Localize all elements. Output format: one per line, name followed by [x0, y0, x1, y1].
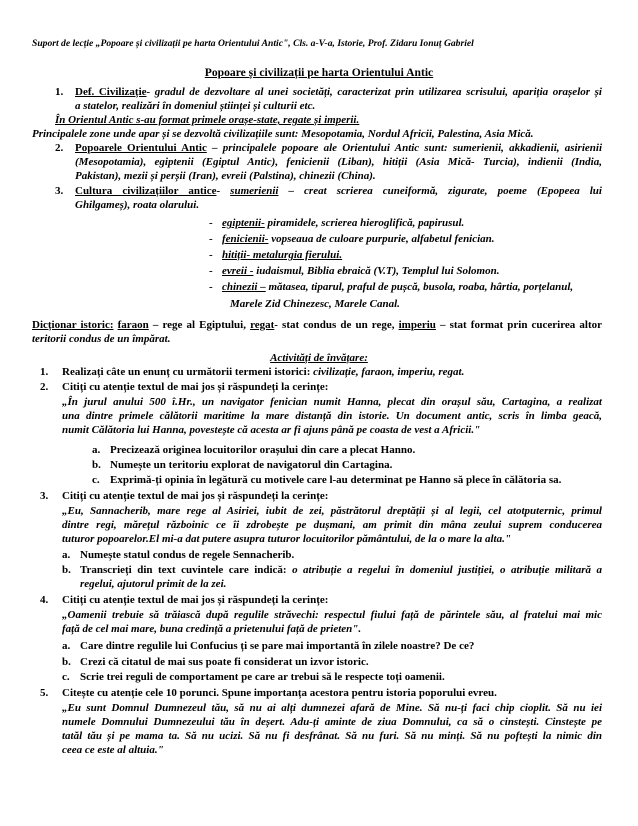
- activity-number: 5.: [40, 687, 49, 699]
- sub-item-text: Exprimă-ți opinia în legătură cu motivele care l-au determinat pe Hanno să plece în călătoria sa.: [110, 474, 562, 486]
- definition-line: [75, 86, 602, 99]
- culture-item-name: evreii -: [222, 265, 254, 277]
- orient-line: În Orientul Antic s-au format primele orașe-state, regate și imperii.: [55, 114, 360, 126]
- peoples-line: [75, 142, 602, 155]
- sub-item-key: c.: [92, 474, 100, 486]
- culture-item-name: egiptenii-: [222, 217, 265, 229]
- dictionary-label: Dicționar istoric:: [32, 319, 114, 331]
- quote-line: una dintre primele călătorii maritime la mare distanță din istorie. Un document antic, scris în limba geacă,: [62, 410, 602, 422]
- quote-line: tuturor popoarelor.El mi-a dat putere asupra tuturor locuitorilor pământului, de la o mare la alta.": [62, 533, 511, 545]
- quote-line: numit Călătoria lui Hanna, povestește că acesta ar fi ajuns până pe coasta de vest a Africii.": [62, 424, 481, 436]
- definition-line-2: a statelor, realizări în domeniul științei și culturii etc.: [75, 100, 316, 112]
- item-number: 3.: [55, 185, 64, 197]
- activity-number: 2.: [40, 381, 49, 393]
- activity-number: 3.: [40, 490, 49, 502]
- list-dash: -: [209, 265, 213, 277]
- sub-item-key: c.: [62, 671, 70, 683]
- culture-item-name: hitiții- metalurgia fierului.: [222, 249, 343, 261]
- quote-line: față de cel mai mare, buna credință a prietenului față de prieten".: [62, 623, 362, 635]
- definition-text: - gradul de dezvoltare al unei societăți, caracterizat prin utilizarea scrisului, apariția orașelor și: [146, 86, 602, 98]
- definition-label: Def. Civilizație: [75, 86, 147, 98]
- dictionary-line: [32, 319, 602, 332]
- item-number: 1.: [55, 86, 64, 98]
- activity-4-text: Citiți cu atenție textul de mai jos și răspundeți la cerințe:: [62, 594, 329, 606]
- sub-item-text-italic: o atribuție a regelui în domeniul justiției, o atribuție militară a: [292, 564, 602, 576]
- activity-5-text: Citește cu atenție cele 10 porunci. Spune importanța acestora pentru istoria poporului evreu.: [62, 687, 497, 699]
- culture-text: – creat scrierea cuneiformă, zigurate, poeme (Epopeea lui: [278, 185, 602, 197]
- sub-item-key: b.: [62, 656, 71, 668]
- sub-item-text: Scrie trei reguli de comportament pe care ar trebui să le respecte toți oamenii.: [80, 671, 445, 683]
- list-dash: -: [209, 233, 213, 245]
- zones-line: Principalele zone unde apar și se dezvoltă civilizațiile sunt: Mesopotamia, Nordul Africii, Palestina, Asia Mică.: [32, 128, 534, 140]
- culture-item-text: piramidele, scrierea hieroglifică, papirusul.: [264, 217, 465, 229]
- sub-item-key: a.: [62, 640, 71, 652]
- page-header: Suport de lecție „Popoare și civilizații pe harta Orientului Antic", Cls. a-V-a, Istorie, Prof. Zidaru Ionuț Gabriel: [32, 38, 474, 49]
- culture-item-name: chinezii –: [222, 281, 266, 293]
- activity-number: 4.: [40, 594, 49, 606]
- list-dash: -: [209, 281, 213, 293]
- activities-title: Activități de învățare:: [270, 352, 368, 364]
- activity-1-text: Realizați câte un enunț cu următorii termeni istorici:: [62, 366, 314, 378]
- document-title: Popoare și civilizații pe harta Orientului Antic: [204, 66, 434, 79]
- quote-line: „Eu sunt Domnul Dumnezeul tău, să nu ai alți dumnezei afară de Mine. Să nu-ți faci chip cioplit. Să nu iei: [62, 702, 602, 714]
- culture-line-2: Ghilgameș), roata olarului.: [75, 199, 200, 211]
- activity-1-terms: civilizație, faraon, imperiu, regat.: [313, 366, 465, 378]
- sub-item-text: Crezi că citatul de mai sus poate fi considerat un izvor istoric.: [80, 656, 369, 668]
- dictionary-term-2: regat: [250, 319, 275, 331]
- activity-number: 1.: [40, 366, 49, 378]
- sub-item-text: Numește un teritoriu explorat de navigatorul din Cartagina.: [110, 459, 393, 471]
- culture-item-text: mătasea, tiparul, praful de pușcă, busola, roaba, hârtia, porțelanul,: [265, 281, 574, 293]
- culture-item: [222, 281, 573, 294]
- peoples-text: – principalele popoare ale Orientului Antic sunt: sumerienii, akkadienii, asirienii: [206, 142, 602, 154]
- quote-line: „În jurul anului 500 î.Hr., un navigator fenician numit Hanna, plecat din orașul său, Cartagina, a realizat: [62, 396, 602, 408]
- culture-line: [75, 185, 602, 198]
- culture-item: [222, 249, 342, 262]
- dictionary-term-1: faraon: [117, 319, 149, 331]
- peoples-line-3: Pakistan), mezii și perșii (Iran), evreii (Palstina), chinezii (China).: [75, 170, 376, 182]
- culture-item-name: fenicienii-: [222, 233, 269, 245]
- quote-line: „Eu, Sannacherib, mare rege al Asiriei, iubit de zei, păstrătorul dreptății și al legii, cel atotputernic, primul: [62, 505, 602, 517]
- sub-item-text: Numește statul condus de regele Sennacherib.: [80, 549, 295, 561]
- culture-sumerians: sumerienii: [230, 185, 279, 197]
- quote-line: „Oamenii trebuie să trăiască după regulile străvechi: respectul fiului față de părintele său, al fratelui mai mic: [62, 609, 602, 621]
- quote-line: tatăl tău și pe mama ta. Să nu ucizi. Să nu fi desfrânat. Să nu furi. Să nu minți. Să nu poftești la nimic din: [62, 730, 602, 742]
- list-dash: -: [209, 217, 213, 229]
- culture-item: [222, 233, 495, 246]
- sub-item-key: a.: [62, 549, 71, 561]
- dictionary-def-1: – rege al Egiptului,: [148, 319, 251, 331]
- activity-3-text: Citiți cu atenție textul de mai jos și răspundeți la cerințe:: [62, 490, 329, 502]
- peoples-label: Popoarele Orientului Antic: [75, 142, 207, 154]
- dictionary-term-3: imperiu: [398, 319, 436, 331]
- dictionary-def-3: – stat format prin cucerirea altor: [435, 319, 603, 331]
- sub-item-key: b.: [92, 459, 101, 471]
- sub-item-text-main: Transcrieți din text cuvintele care indică:: [80, 564, 293, 576]
- quote-line: numele Domnului Dumnezeului tău în deșert. Adu-ți aminte de ziua Domnului, ca să o cinstești. Cinstește pe: [62, 716, 602, 728]
- quote-line: ceea ce este al altuia.": [62, 744, 164, 756]
- item-number: 2.: [55, 142, 64, 154]
- culture-last-line: Marele Zid Chinezesc, Marele Canal.: [230, 298, 400, 310]
- culture-item-text: vopseaua de culoare purpurie, alfabetul fenician.: [268, 233, 495, 245]
- sub-item-key: b.: [62, 564, 71, 576]
- dictionary-def-2: - stat condus de un rege,: [274, 319, 399, 331]
- quote-line: dintre regi, mărețul războinic ce îi zdrobește pe dușmani, am primit din mâna zeului suprem conducerea: [62, 519, 602, 531]
- culture-label: Cultura civilizațiilor antice: [75, 185, 217, 197]
- dictionary-line-2: teritorii condus de un împărat.: [32, 333, 171, 345]
- culture-item: [222, 265, 499, 278]
- sub-item-key: a.: [92, 444, 101, 456]
- culture-item: [222, 217, 464, 230]
- activity-2-text: Citiți cu atenție textul de mai jos și răspundeți la cerințe:: [62, 381, 329, 393]
- list-dash: -: [209, 249, 213, 261]
- culture-sep: -: [216, 185, 231, 197]
- activity-1: [62, 366, 464, 379]
- culture-item-text: iudaismul, Biblia ebraică (V.T), Templul lui Solomon.: [253, 265, 500, 277]
- peoples-line-2: (Mesopotamia), egiptenii (Egiptul Antic), fenicienii (Liban), hitiții (Asia Mică- Turcia), indienii (India,: [75, 156, 602, 168]
- sub-item-text: [80, 564, 602, 577]
- sub-item-text: Care dintre regulile lui Confucius ți se pare mai importantă în zilele noastre? De ce?: [80, 640, 475, 652]
- sub-item-text: Precizează originea locuitorilor orașului din care a plecat Hanno.: [110, 444, 416, 456]
- sub-item-text-2: regelui, ajutorul primit de la zei.: [80, 578, 227, 590]
